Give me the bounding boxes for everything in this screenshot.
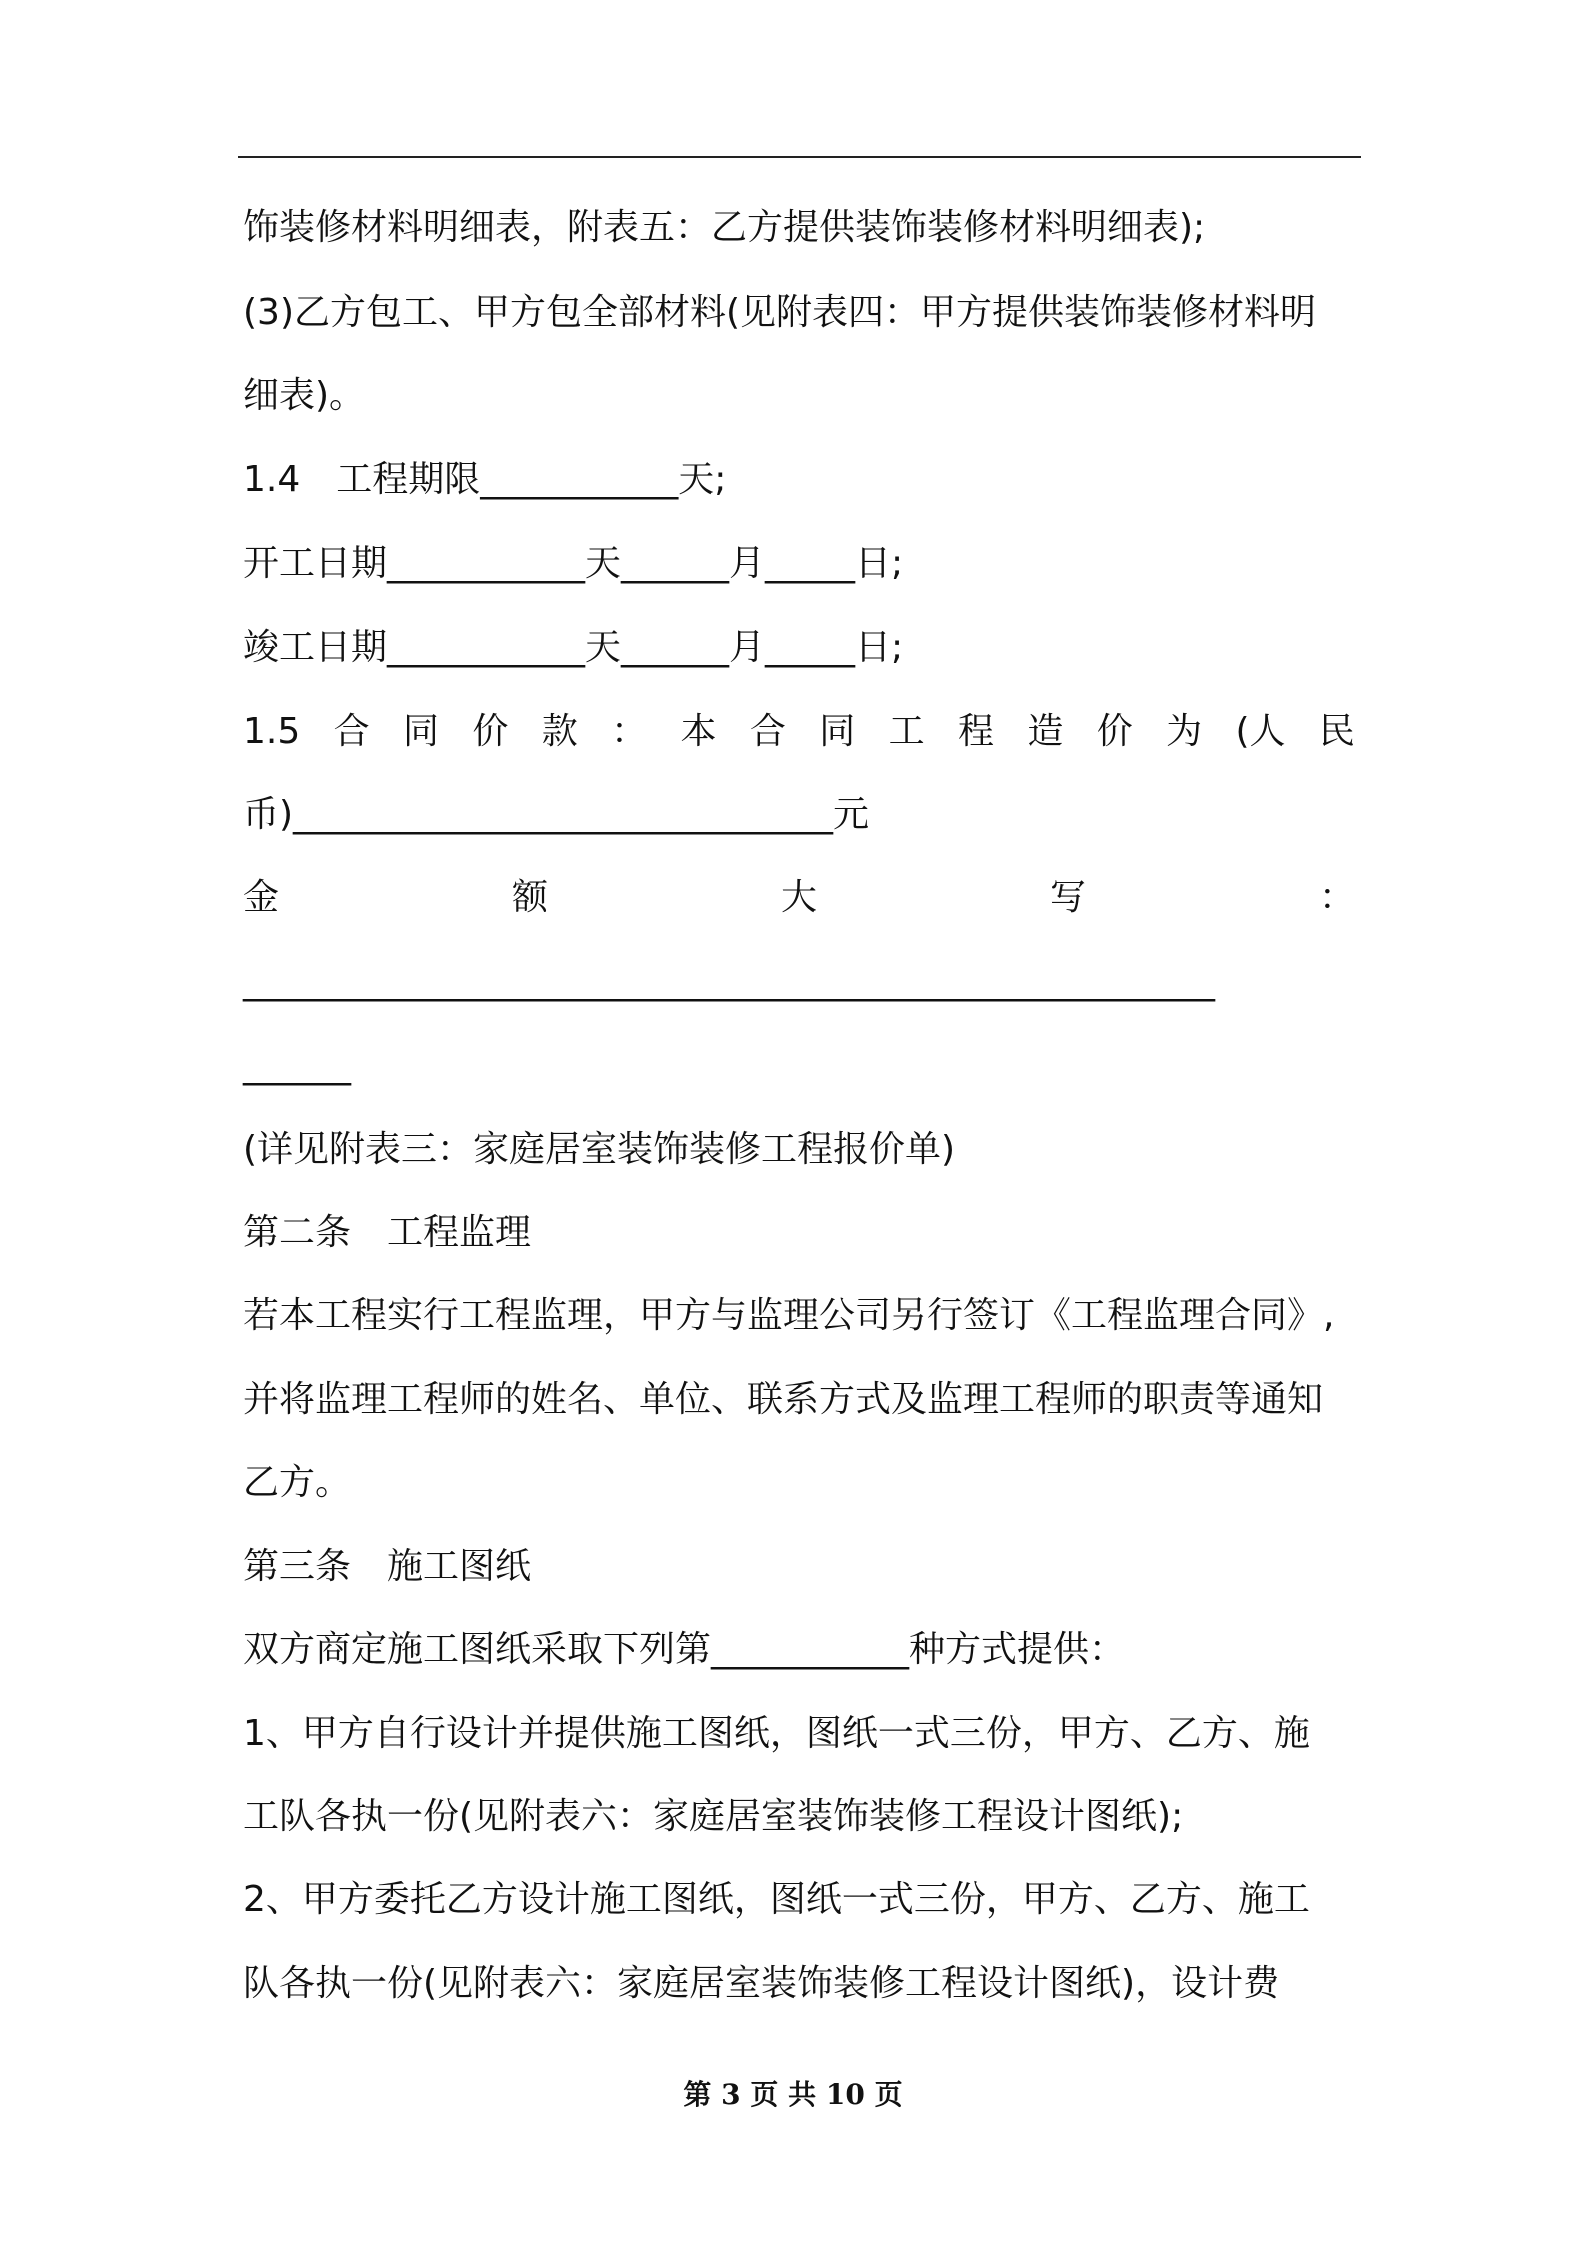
- text-line-22: 队各执一份(见附表六：家庭居室装饰装修工程设计图纸)，设计费: [243, 1963, 1280, 2004]
- text-line-2: (3)乙方包工、甲方包全部材料(见附表四：甲方提供装饰装修材料明: [243, 292, 1317, 333]
- text-line-4: 1.4 工程期限___________天;: [243, 459, 727, 500]
- text-line-9: [243, 874, 1355, 922]
- text-line-7-part: 合: [749, 711, 786, 752]
- text-line-7-part: 程: [958, 711, 995, 752]
- text-line-9-part: 大: [780, 877, 817, 918]
- text-line-9-part: 写: [1049, 877, 1086, 918]
- text-line-1: 饰装修材料明细表，附表五：乙方提供装饰装修材料明细表);: [243, 207, 1206, 248]
- text-line-19: 1、甲方自行设计并提供施工图纸，图纸一式三份，甲方、乙方、施: [243, 1713, 1310, 1754]
- section-heading-3: 第三条 施工图纸: [243, 1546, 532, 1587]
- text-line-7-part: 同: [819, 711, 856, 752]
- text-line-7-part: 价: [472, 711, 509, 752]
- text-line-12: (详见附表三：家庭居室装饰装修工程报价单): [243, 1129, 956, 1170]
- text-line-7-part: 民: [1318, 711, 1355, 752]
- section-heading-2: 第二条 工程监理: [243, 1212, 532, 1253]
- text-line-7-part: 工: [888, 711, 925, 752]
- text-line-15: 并将监理工程师的姓名、单位、联系方式及监理工程师的职责等通知: [243, 1379, 1324, 1420]
- text-line-7-part: 本: [680, 711, 717, 752]
- text-line-7-part: 1.5: [243, 711, 301, 752]
- text-line-11: ______: [243, 1045, 351, 1086]
- text-line-9-part: 金: [243, 877, 280, 918]
- text-line-20: 工队各执一份(见附表六：家庭居室装饰装修工程设计图纸);: [243, 1796, 1184, 1837]
- text-line-9-part: ：: [1318, 877, 1355, 918]
- text-line-7-part: 价: [1096, 711, 1133, 752]
- text-line-10: ______________________________________________________: [243, 961, 1215, 1002]
- text-line-6: 竣工日期___________天______月_____日;: [243, 627, 904, 668]
- text-line-18: 双方商定施工图纸采取下列第___________种方式提供：: [243, 1629, 1126, 1670]
- text-line-16: 乙方。: [243, 1462, 352, 1503]
- text-line-7-part: 款: [541, 711, 578, 752]
- text-line-7-part: 造: [1027, 711, 1064, 752]
- text-line-7-part: 同: [403, 711, 440, 752]
- text-line-7: [243, 708, 1355, 756]
- page-number-footer: 第 3 页 共 10 页: [683, 2078, 903, 2111]
- text-line-7-part: 为: [1166, 711, 1203, 752]
- text-line-7-part: ：: [611, 711, 648, 752]
- text-line-8: 币)______________________________元: [243, 794, 870, 835]
- text-line-7-part: 合: [333, 711, 370, 752]
- text-line-3: 细表)。: [243, 375, 366, 416]
- text-line-9-part: 额: [511, 877, 548, 918]
- text-line-5: 开工日期___________天______月_____日;: [243, 543, 904, 584]
- text-line-21: 2、甲方委托乙方设计施工图纸，图纸一式三份，甲方、乙方、施工: [243, 1879, 1310, 1920]
- text-line-7-part: (人: [1235, 711, 1286, 752]
- header-rule: [238, 156, 1361, 158]
- text-line-14: 若本工程实行工程监理，甲方与监理公司另行签订《工程监理合同》,: [243, 1295, 1335, 1336]
